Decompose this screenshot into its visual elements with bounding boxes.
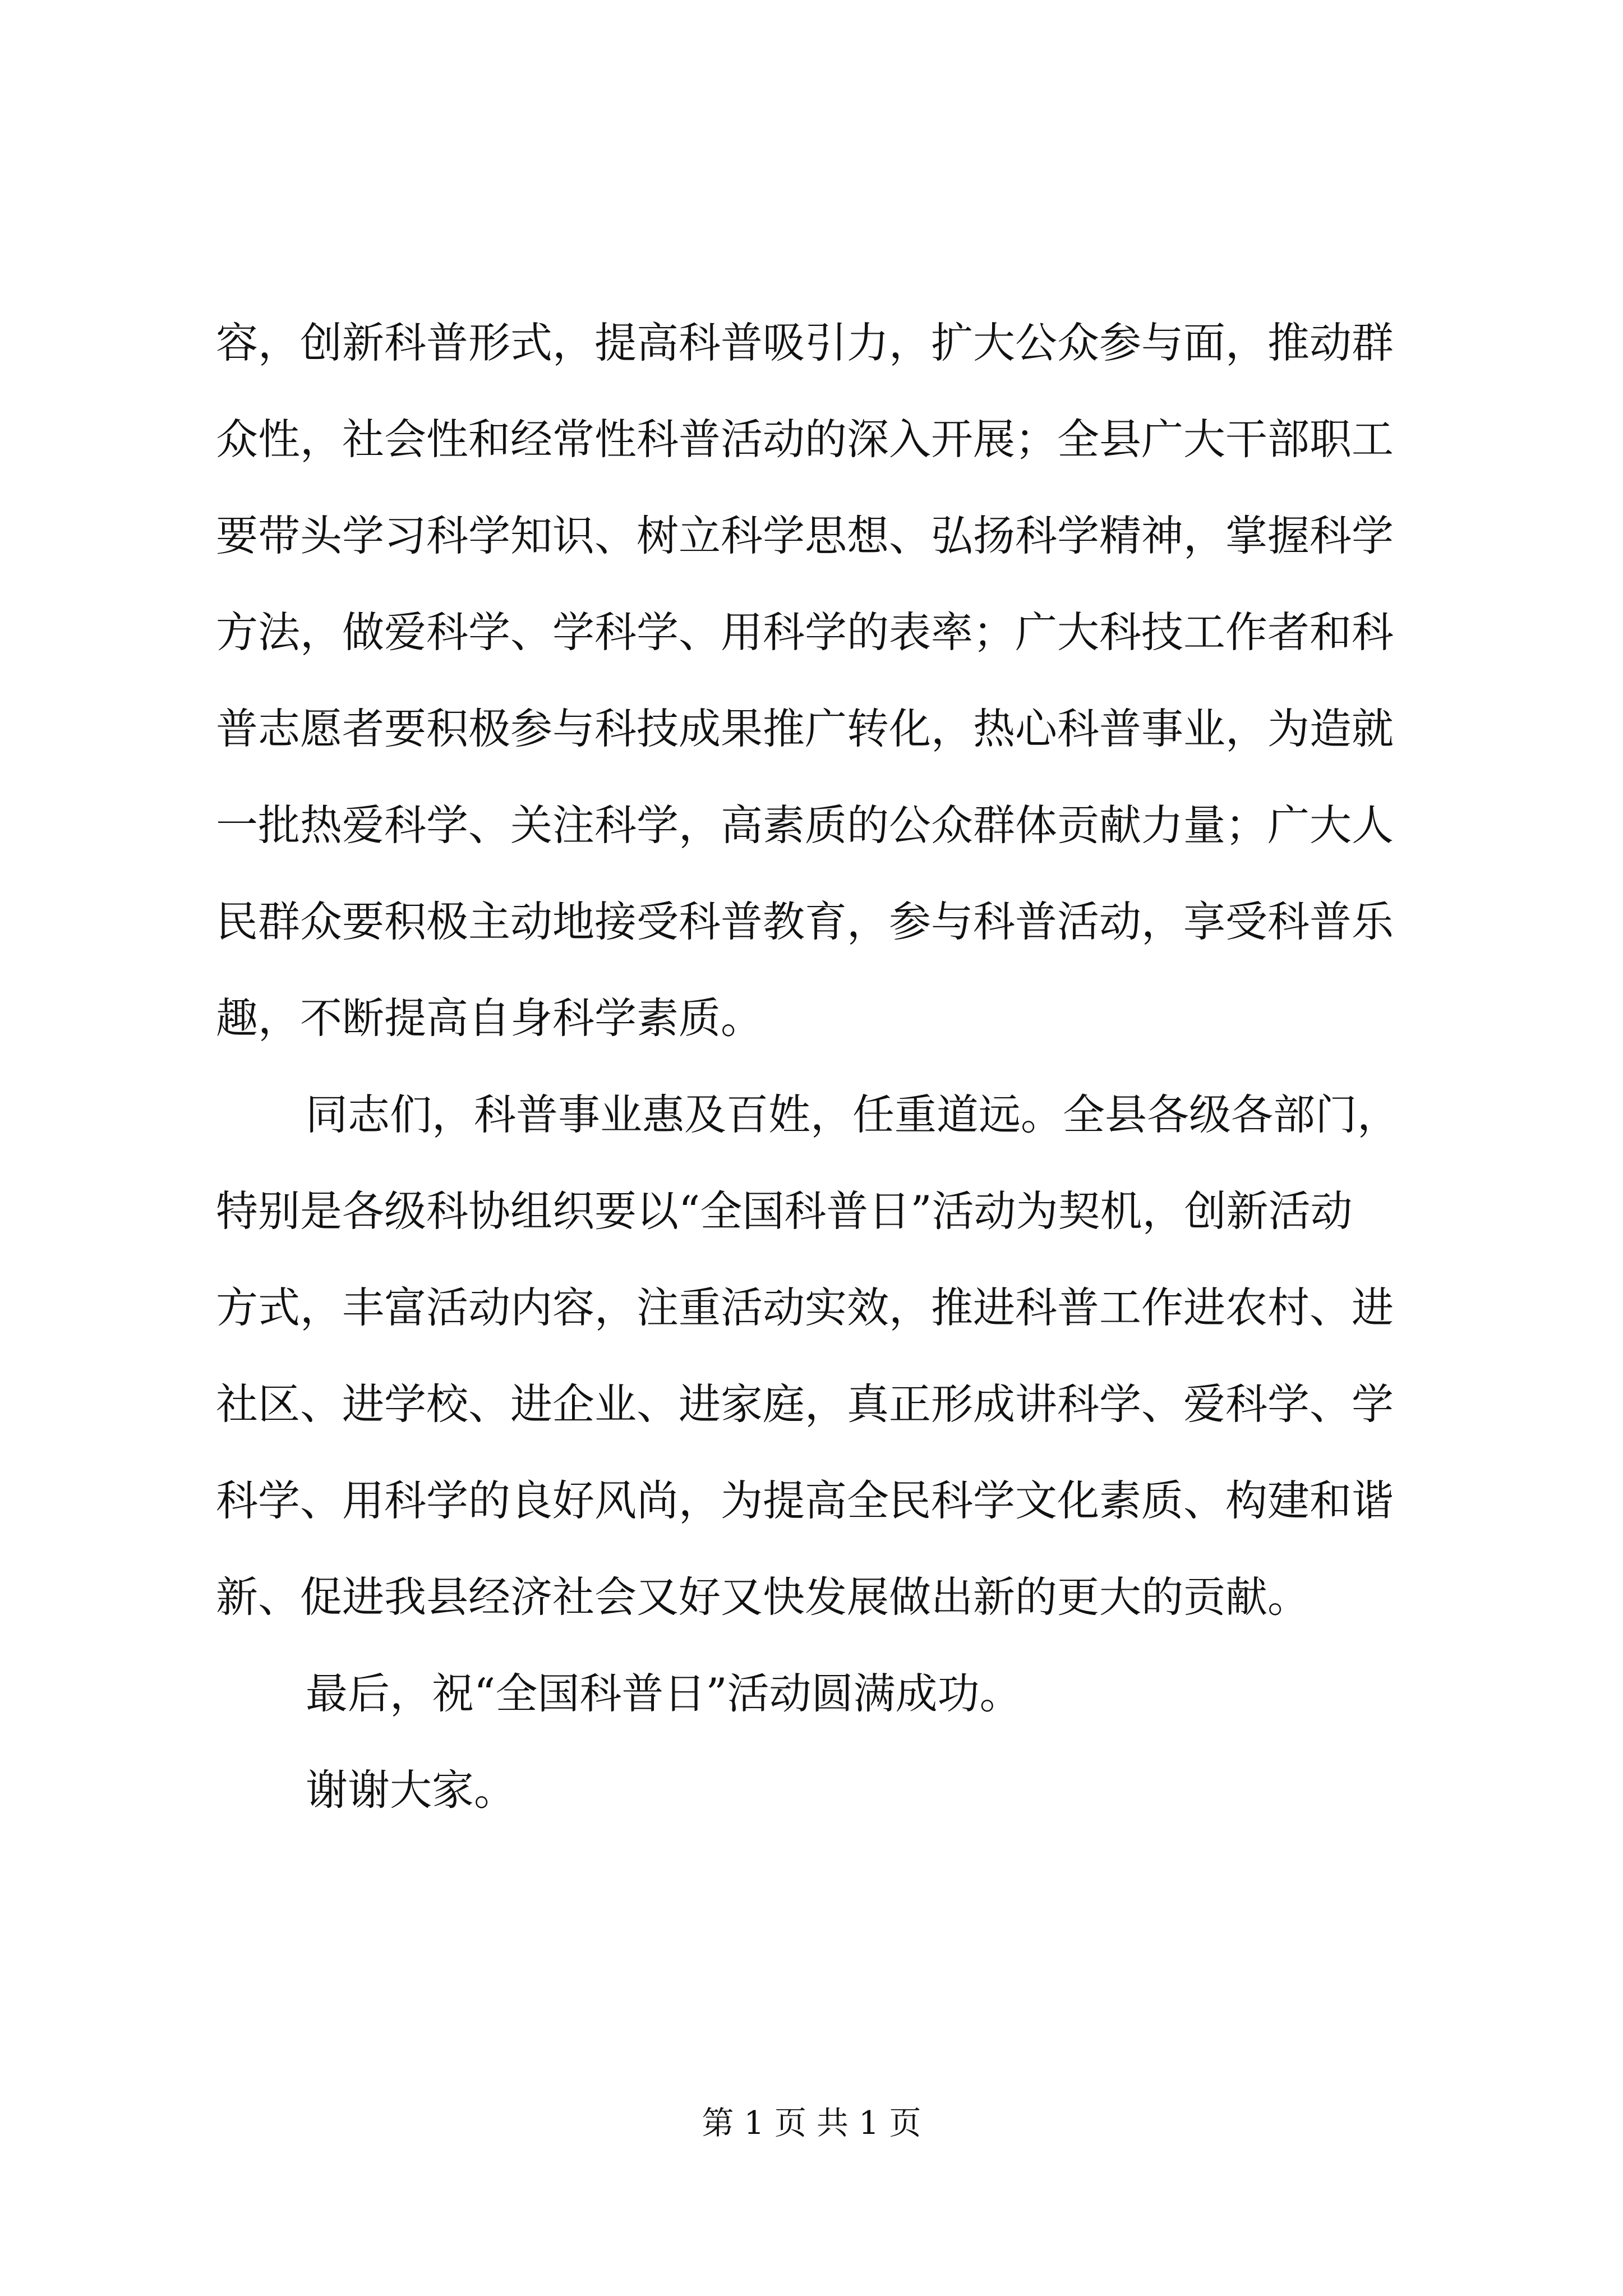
text-line: 一批热爱科学、关注科学，高素质的公众群体贡献力量；广大人 bbox=[216, 800, 1394, 850]
text-line: 方式，丰富活动内容，注重活动实效，推进科普工作进农村、进 bbox=[216, 1283, 1394, 1332]
text-line: 普志愿者要积极参与科技成果推广转化，热心科普事业，为造就 bbox=[216, 704, 1394, 753]
text-line: 新、促进我县经济社会又好又快发展做出新的更大的贡献。 bbox=[216, 1572, 1310, 1622]
text-line: 特别是各级科协组织要以“全国科普日”活动为契机，创新活动 bbox=[216, 1186, 1353, 1236]
text-line: 科学、用科学的良好风尚，为提高全民科学文化素质、构建和谐 bbox=[216, 1476, 1394, 1525]
body-text bbox=[216, 295, 1433, 1838]
text-line: 要带头学习科学知识、树立科学思想、弘扬科学精神，掌握科学 bbox=[216, 511, 1394, 560]
thanks-line: 谢谢大家。 bbox=[306, 1765, 517, 1815]
text-line: 众性，社会性和经常性科普活动的深入开展；全县广大干部职工 bbox=[216, 415, 1394, 464]
text-line: 容，创新科普形式，提高科普吸引力，扩大公众参与面，推动群 bbox=[216, 318, 1394, 367]
text-line: 社区、进学校、进企业、进家庭，真正形成讲科学、爱科学、学 bbox=[216, 1379, 1394, 1429]
text-line: 方法，做爱科学、学科学、用科学的表率；广大科技工作者和科 bbox=[216, 608, 1394, 657]
text-line: 民群众要积极主动地接受科普教育，参与科普活动，享受科普乐 bbox=[216, 897, 1394, 946]
paragraph-start-line: 同志们，科普事业惠及百姓，任重道远。全县各级各部门， bbox=[306, 1090, 1400, 1139]
page-number-footer: 第 1 页 共 1 页 bbox=[702, 2105, 921, 2142]
closing-line: 最后，祝“全国科普日”活动圆满成功。 bbox=[306, 1669, 1022, 1718]
text-line: 趣，不断提高自身科学素质。 bbox=[216, 993, 763, 1043]
